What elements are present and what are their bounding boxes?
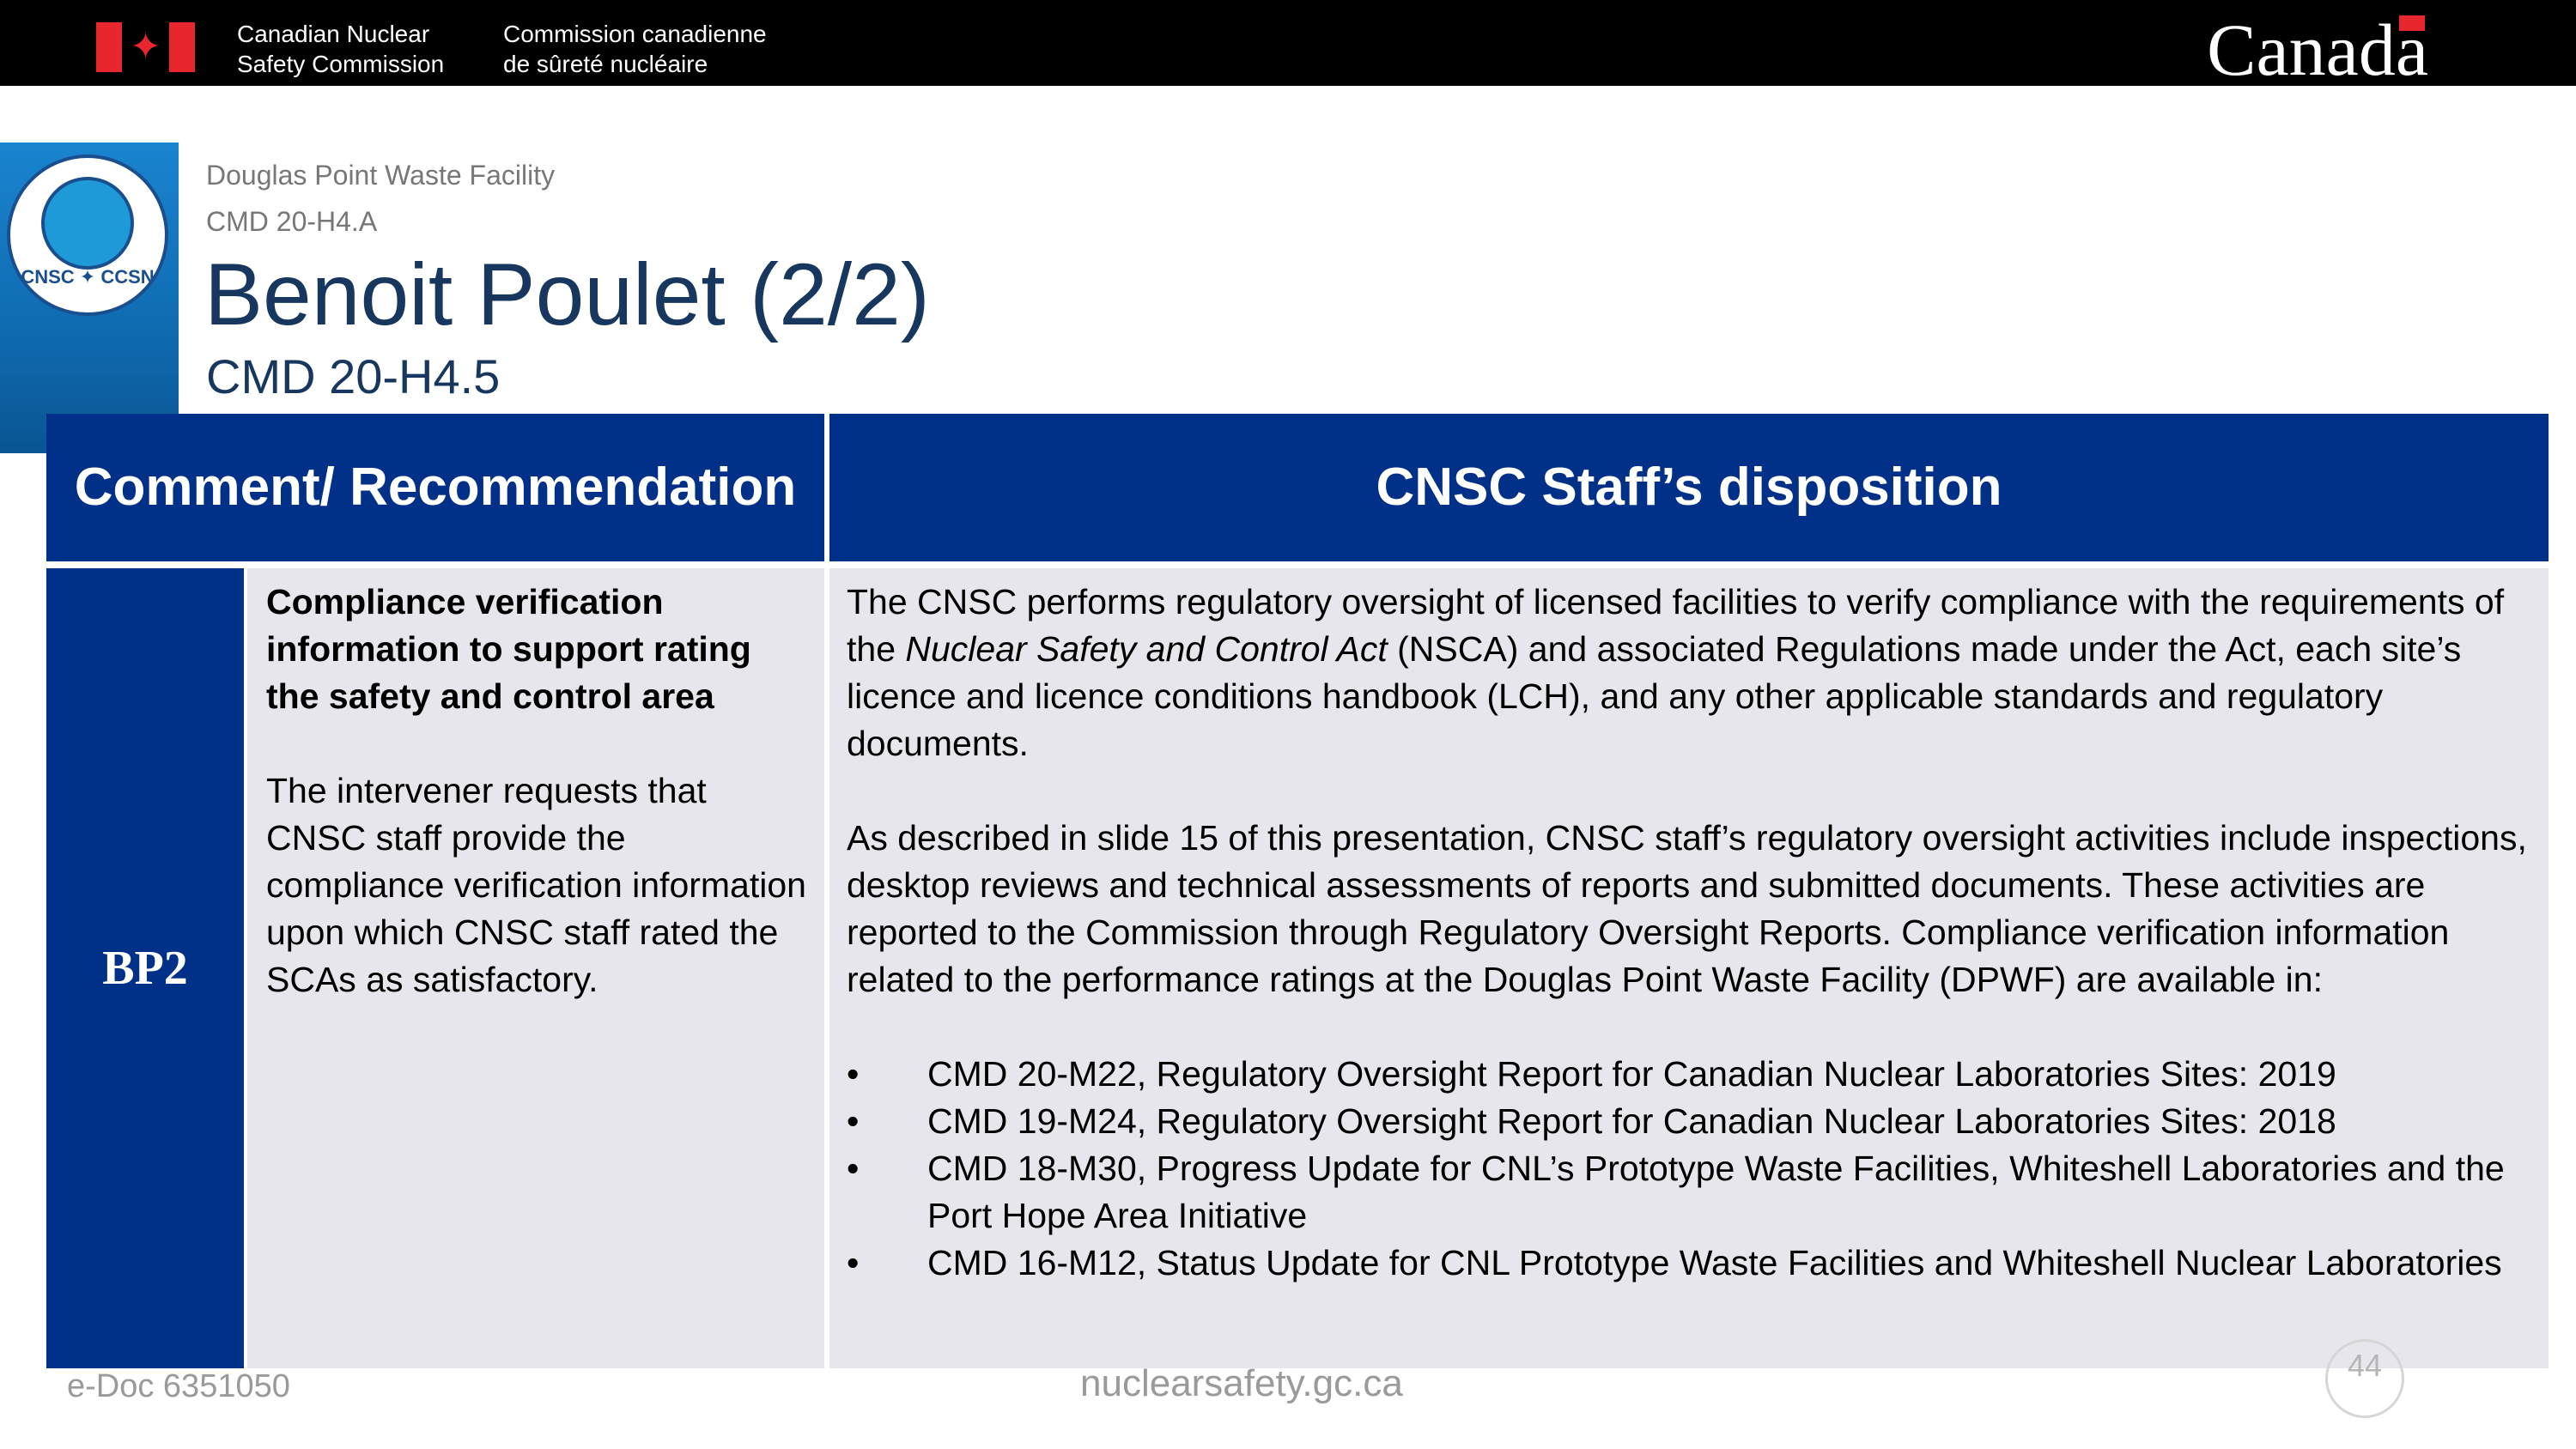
column-header-comment: [46, 414, 824, 561]
bullet: •: [847, 1149, 860, 1188]
agency-en-line2: Safety Commission: [237, 51, 445, 77]
edoc-number: e-Doc 6351050: [67, 1368, 290, 1404]
row-id-cell: [46, 568, 244, 1368]
act-name: Nuclear Safety and Control Act: [905, 629, 1388, 669]
row-id: BP2: [102, 942, 188, 995]
list-item-text: CMD 19-M24, Regulatory Oversight Report for Canadian Nuclear Laboratories Sites: 2018: [927, 1101, 2336, 1141]
list-item: [847, 1098, 2533, 1145]
agency-fr-line1: Commission canadienne: [503, 21, 767, 47]
bullet: •: [847, 1101, 860, 1141]
page-number: 44: [2325, 1339, 2404, 1418]
cmd-reference: CMD 20-H4.A: [206, 206, 378, 237]
facility-name: Douglas Point Waste Facility: [206, 160, 556, 191]
government-banner: [0, 0, 2576, 91]
comment-heading: Compliance verification information to support rating the safety and control area: [266, 582, 751, 716]
cmd-reference-list: [847, 1051, 2533, 1287]
canada-flag-icon: ✦: [96, 22, 195, 72]
list-item: [847, 1051, 2533, 1098]
list-item: [847, 1240, 2533, 1287]
cnsc-logo-panel: [0, 142, 179, 453]
canada-wordmark: Canada: [2207, 9, 2428, 91]
atom-icon: [41, 177, 134, 270]
page-subtitle: CMD 20-H4.5: [206, 349, 501, 403]
agency-name-english: [237, 19, 444, 79]
comment-body: The intervener requests that CNSC staff provide the compliance verification information upon which CNSC staff rated the SCAs as satisfactory.: [266, 771, 806, 999]
column-header-comment-label: Comment/ Recommendation: [74, 458, 797, 517]
disposition-table: [46, 414, 2549, 1368]
agency-en-line1: Canadian Nuclear: [237, 21, 430, 47]
website-url: nuclearsafety.gc.ca: [1080, 1362, 1403, 1404]
bullet: •: [847, 1243, 860, 1282]
disposition-paragraph-1: [847, 579, 2533, 767]
list-item-text: CMD 18-M30, Progress Update for CNL’s Prototype Waste Facilities, Whiteshell Laboratories and the Port Hope Area Initiative: [927, 1149, 2505, 1235]
disposition-p1-start: The CNSC performs regulatory oversight of licensed facilities to verify compliance with the requirements of the: [847, 582, 2505, 669]
logo-text: CNSC ✦ CCSN: [21, 266, 155, 288]
comment-cell: [247, 568, 824, 1368]
column-header-disposition-label: CNSC Staff’s disposition: [1376, 458, 2002, 517]
disposition-paragraph-2: As described in slide 15 of this presentation, CNSC staff’s regulatory oversight activities include inspections, desktop reviews and technical assessments of reports and submitted documents. These activities are reported to the Commission through Regulatory Oversight Reports. Compliance verification information related to the performance ratings at the Douglas Point Waste Facility (DPWF) are available in:: [847, 818, 2527, 999]
cnsc-logo-icon: [7, 155, 168, 316]
disposition-p1-end: (NSCA) and associated Regulations made under the Act, each site’s licence and licence conditions handbook (LCH), and any other applicable standards and regulatory documents.: [847, 629, 2462, 763]
list-item-text: CMD 16-M12, Status Update for CNL Prototype Waste Facilities and Whiteshell Nuclear Laboratories: [927, 1243, 2502, 1282]
agency-name-french: [503, 19, 767, 79]
column-header-disposition: [829, 414, 2549, 561]
page-title: Benoit Poulet (2/2): [204, 246, 930, 343]
list-item-text: CMD 20-M22, Regulatory Oversight Report for Canadian Nuclear Laboratories Sites: 2019: [927, 1054, 2336, 1094]
agency-fr-line2: de sûreté nucléaire: [503, 51, 708, 77]
bullet: •: [847, 1054, 860, 1094]
disposition-cell: [829, 568, 2549, 1368]
list-item: [847, 1145, 2533, 1240]
